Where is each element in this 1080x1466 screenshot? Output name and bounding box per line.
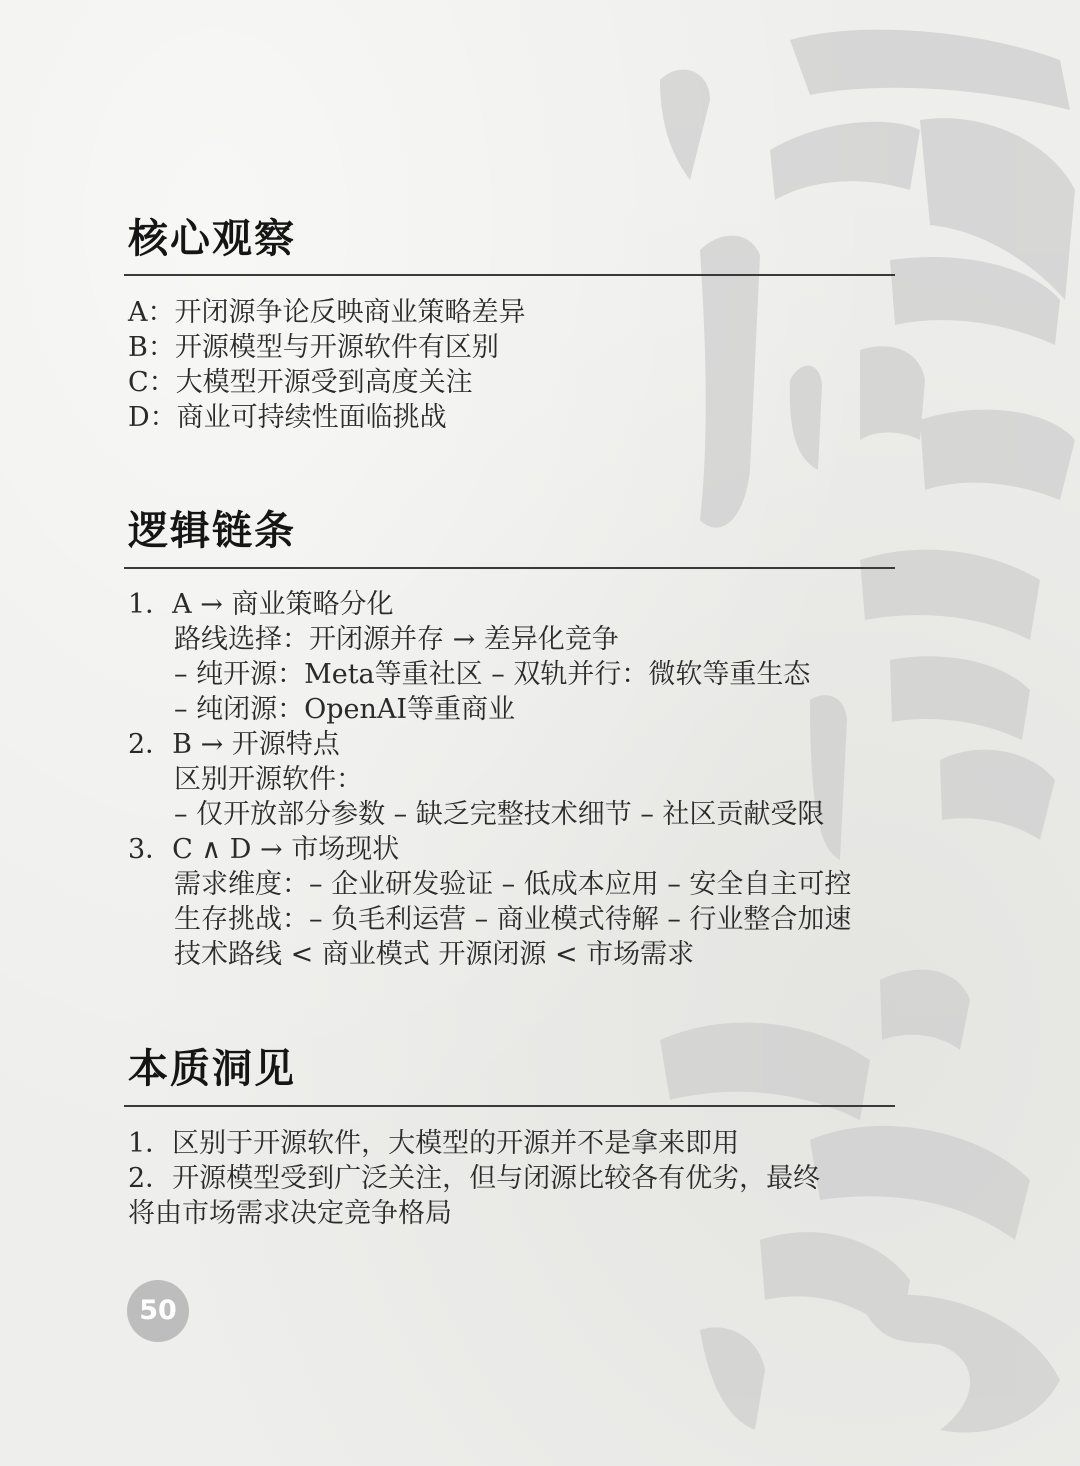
logic-subline: 路线选择：开闭源并存 → 差异化竞争	[174, 624, 619, 655]
logic-subline: – 仅开放部分参数 – 缺乏完整技术细节 – 社区贡献受限	[174, 799, 825, 830]
insight-line-3: 将由市场需求决定竞争格局	[128, 1198, 452, 1229]
logic-subline: 技术路线 < 商业模式 开源闭源 < 市场需求	[174, 939, 695, 970]
logic-subline: 生存挑战：– 负毛利运营 – 商业模式待解 – 行业整合加速	[174, 904, 852, 935]
logic-subline: – 纯闭源：OpenAI等重商业	[174, 694, 516, 725]
page-number-badge: 50	[127, 1280, 189, 1342]
insight-line-1: 1．区别于开源软件，大模型的开源并不是拿来即用	[128, 1128, 740, 1159]
logic-item-1: 1．A → 商业策略分化	[128, 589, 394, 620]
section-title-logic-chain: 逻辑链条	[128, 508, 296, 554]
insight-line-2: 2．开源模型受到广泛关注，但与闭源比较各有优劣，最终	[128, 1163, 821, 1194]
section-title-essential-insight: 本质洞见	[128, 1046, 296, 1092]
section-divider	[124, 1105, 895, 1107]
observation-line-a: A：开闭源争论反映商业策略差异	[128, 297, 526, 328]
logic-subline: 区别开源软件：	[174, 764, 363, 795]
observation-line-c: C：大模型开源受到高度关注	[128, 367, 473, 398]
logic-item-2: 2．B → 开源特点	[128, 729, 340, 760]
section-title-core-observation: 核心观察	[128, 216, 296, 262]
logic-subline: – 纯开源：Meta等重社区 – 双轨并行：微软等重生态	[174, 659, 811, 690]
logic-item-3: 3．C ∧ D → 市场现状	[128, 834, 400, 865]
section-divider	[124, 274, 895, 276]
observation-line-d: D：商业可持续性面临挑战	[128, 402, 447, 433]
logic-subline: 需求维度：– 企业研发验证 – 低成本应用 – 安全自主可控	[174, 869, 852, 900]
section-divider	[124, 567, 895, 569]
observation-line-b: B：开源模型与开源软件有区别	[128, 332, 499, 363]
